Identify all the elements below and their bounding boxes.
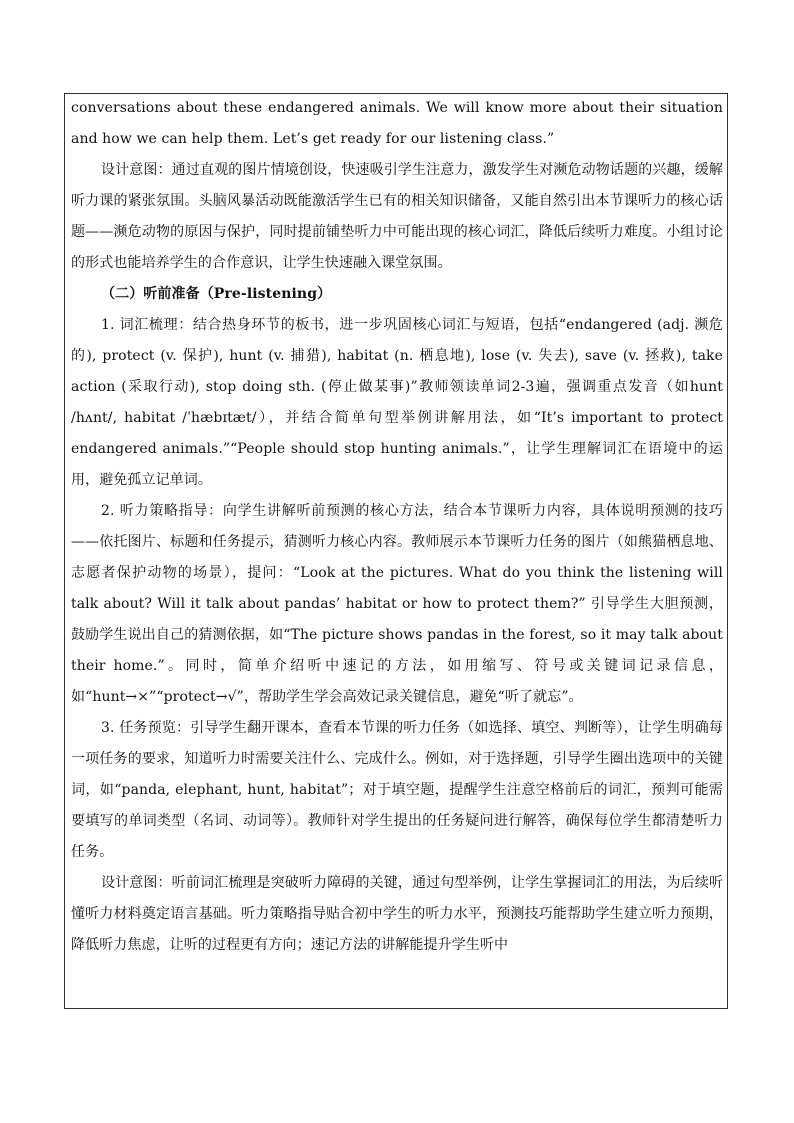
paragraph-task-preview: 3. 任务预览：引导学生翻开课本，查看本节课的听力任务（如选择、填空、判断等），让学生明确每一项任务的要求，知道听力时需要关注什么、完成什么。例如，对于选择题，引导学生圈出选项中的关键词，如“panda, elephant, hunt, habitat”；对于填空题，提醒学生注意空格前后的词汇，预判可能需要填写的单词类型（名词、动词等）。教师针对学生提出的任务疑问进行解答，确保每位学生都清楚听力任务。 (71, 720, 723, 860)
document-body (71, 93, 723, 961)
paragraph-vocabulary: 1. 词汇梳理：结合热身环节的板书，进一步巩固核心词汇与短语，包括“endangered (adj. 濒危的), protect (v. 保护), hunt (v. 捕猎), habitat (n. 栖息地), lose (v. 失去), save (v. 拯救), take action (采取行动), stop doing sth. (停止做某事)”教师领读单词2-3遍，强调重点发音（如hunt /hʌnt/, habitat /ˈhæbɪtæt/），并结合简单句型举例讲解用法，如“It’s important to protect endangered animals.”“People should stop hunting animals.”，让学生理解词汇在语境中的运用，避免孤立记单词。 (71, 317, 723, 488)
paragraph-design-intent-warmup: 设计意图：通过直观的图片情境创设，快速吸引学生注意力，激发学生对濒危动物话题的兴趣，缓解听力课的紧张氛围。头脑风暴活动既能激活学生已有的相关知识储备，又能自然引出本节课听力的核心话题——濒危动物的原因与保护，同时提前铺垫听力中可能出现的核心词汇，降低后续听力难度。小组讨论的形式也能培养学生的合作意识，让学生快速融入课堂氛围。 (71, 162, 723, 271)
paragraph-design-intent-prelistening: 设计意图：听前词汇梳理是突破听力障碍的关键，通过句型举例，让学生掌握词汇的用法，为后续听懂听力材料奠定语言基础。听力策略指导贴合初中学生的听力水平，预测技巧能帮助学生建立听力预期，降低听力焦虑，让听的过程更有方向；速记方法的讲解能提升学生听中 (71, 875, 723, 953)
paragraph-continuation: conversations about these endangered animals. We will know more about their situation and how we can help them. Let’s get ready for our listening class.” (71, 100, 723, 147)
section-heading-pre-listening: （二）听前准备（Pre-listening） (101, 286, 332, 302)
paragraph-listening-strategy: 2. 听力策略指导：向学生讲解听前预测的核心方法，结合本节课听力内容，具体说明预测的技巧——依托图片、标题和任务提示，猜测听力核心内容。教师展示本节课听力任务的图片（如熊猫栖息地、志愿者保护动物的场景），提问：“Look at the pictures. What do you think the listening will talk about? Will it talk about pandas’ habitat or how to protect them?” 引导学生大胆预测，鼓励学生说出自己的猜测依据，如“The picture shows pandas in the forest, so it may talk about their home.”。同时，简单介绍听中速记的方法，如用缩写、符号或关键词记录信息，如“hunt→×”“protect→√”，帮助学生学会高效记录关键信息，避免“听了就忘”。 (71, 503, 723, 705)
